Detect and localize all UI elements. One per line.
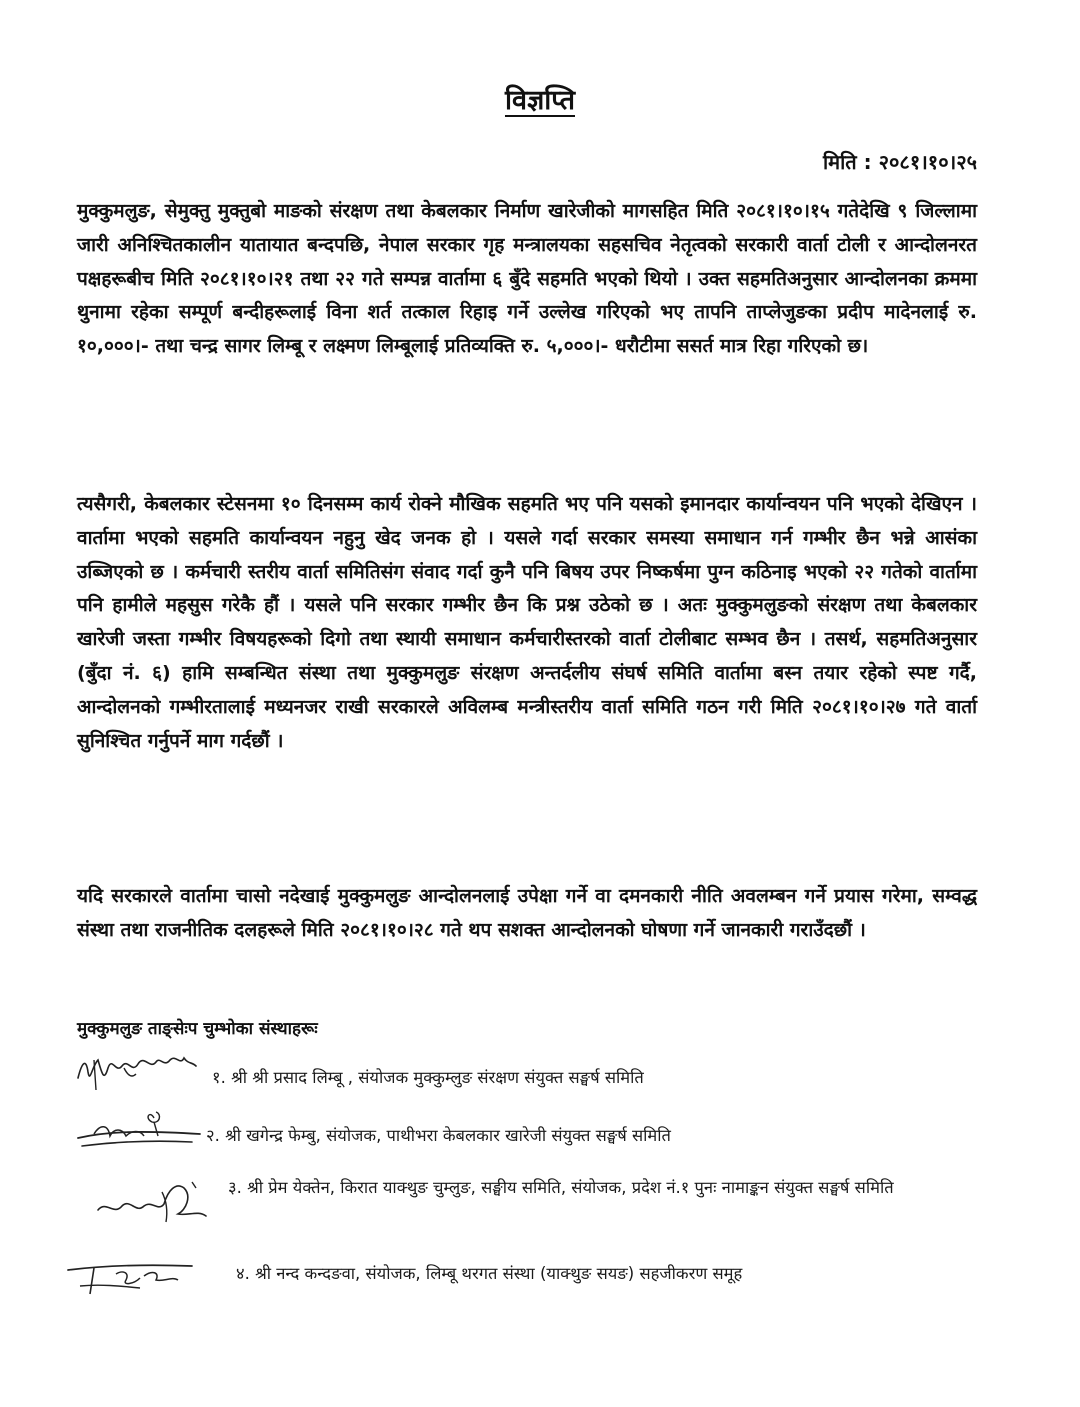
organizations-heading: मुक्कुमलुङ ताङ्सेःप चुम्भोका संस्थाहरूः: [77, 1019, 318, 1039]
signatory-4: ४. श्री नन्द कन्दङवा, संयोजक, लिम्बू थरगत संस्था (याक्थुङ सयङ) सहजीकरण समूह: [236, 1264, 743, 1283]
signature-2-icon: [74, 1108, 204, 1158]
signatory-3: ३. श्री प्रेम येक्तेन, किरात याक्थुङ चुम्लुङ, सङ्घीय समिति, संयोजक, प्रदेश नं.१ पुनः नामाङ्कन संयुक्त सङ्घर्ष समिति: [228, 1178, 894, 1197]
signatory-1: १. श्री श्री प्रसाद लिम्बू , संयोजक मुक्कुम्लुङ संरक्षण संयुक्त सङ्घर्ष समिति: [212, 1068, 644, 1087]
signature-3-icon: [92, 1170, 222, 1230]
signature-4-icon: [60, 1252, 200, 1302]
paragraph-3-wrapper: [77, 880, 977, 948]
paragraph-3: यदि सरकारले वार्तामा चासो नदेखाई मुक्कुमलुङ आन्दोलनलाई उपेक्षा गर्ने वा दमनकारी नीति अवलम्बन गर्ने प्रयास गरेमा, सम्वद्ध संस्था तथा राजनीतिक दलहरूले मिति २०८१।१०।२८ गते थप सशक्त आन्दोलनको घोषणा गर्ने जानकारी गराउँदछौं ।: [77, 885, 977, 941]
signature-1-icon: [72, 1044, 202, 1100]
paragraph-2-wrapper: [77, 488, 977, 758]
document-date: मिति : २०८१।१०।२५: [822, 150, 977, 174]
document-title: विज्ञप्ति: [504, 85, 575, 116]
paragraph-2: त्यसैगरी, केबलकार स्टेसनमा १० दिनसम्म कार्य रोक्ने मौखिक सहमति भए पनि यसको इमानदार कार्यान्वयन पनि भएको देखिएन । वार्तामा भएको सहमति कार्यान्वयन नहुनु खेद जनक हो । यसले गर्दा सरकार समस्या समाधान गर्न गम्भीर छैन भन्ने आसंका उब्जिएको छ । कर्मचारी स्तरीय वार्ता समितिसंग संवाद गर्दा कुनै पनि बिषय उपर निष्कर्षमा पुग्न कठिनाइ भएको २२ गतेको वार्तामा पनि हामीले महसुस गरेकै हौं । यसले पनि सरकार गम्भीर छैन कि प्रश्न उठेको छ । अतः मुक्कुमलुङको संरक्षण तथा केबलकार खारेजी जस्ता गम्भीर विषयहरूको दिगो तथा स्थायी समाधान कर्मचारीस्तरको वार्ता टोलीबाट सम्भव छैन । तसर्थ, सहमतिअनुसार (बुँदा नं. ६) हामि सम्बन्धित संस्था तथा मुक्कुमलुङ संरक्षण अन्तर्दलीय संघर्ष समिति वार्तामा बस्न तयार रहेको स्पष्ट गर्दै, आन्दोलनको गम्भीरतालाई मध्यनजर राखी सरकारले अविलम्ब मन्त्रीस्तरीय वार्ता समिति गठन गरी मिति २०८१।१०।२७ गते वार्ता सुनिश्चित गर्नुपर्ने माग गर्दछौं ।: [77, 493, 977, 752]
paragraph-1-wrapper: [77, 195, 977, 364]
paragraph-1: मुक्कुमलुङ, सेमुक्तु मुक्तुबो माङको संरक्षण तथा केबलकार निर्माण खारेजीको मागसहित मिति २०८१।१०।१५ गतेदेखि ९ जिल्लामा जारी अनिश्चितकालीन यातायात बन्दपछि, नेपाल सरकार गृह मन्त्रालयका सहसचिव नेतृत्वको सरकारी वार्ता टोली र आन्दोलनरत पक्षहरूबीच मिति २०८१।१०।२१ तथा २२ गते सम्पन्न वार्तामा ६ बुँदे सहमति भएको थियो । उक्त सहमतिअनुसार आन्दोलनका क्रममा थुनामा रहेका सम्पूर्ण बन्दीहरूलाई विना शर्त तत्काल रिहाइ गर्ने उल्लेख गरिएको भए तापनि ताप्लेजुङका प्रदीप मादेनलाई रु. १०,०००।- तथा चन्द्र सागर लिम्बू र लक्ष्मण लिम्बूलाई प्रतिव्यक्ति रु. ५,०००।- धरौटीमा ससर्त मात्र रिहा गरिएको छ।: [77, 200, 977, 358]
signatory-2: २. श्री खगेन्द्र फेम्बु, संयोजक, पाथीभरा केबलकार खारेजी संयुक्त सङ्घर्ष समिति: [206, 1126, 671, 1145]
